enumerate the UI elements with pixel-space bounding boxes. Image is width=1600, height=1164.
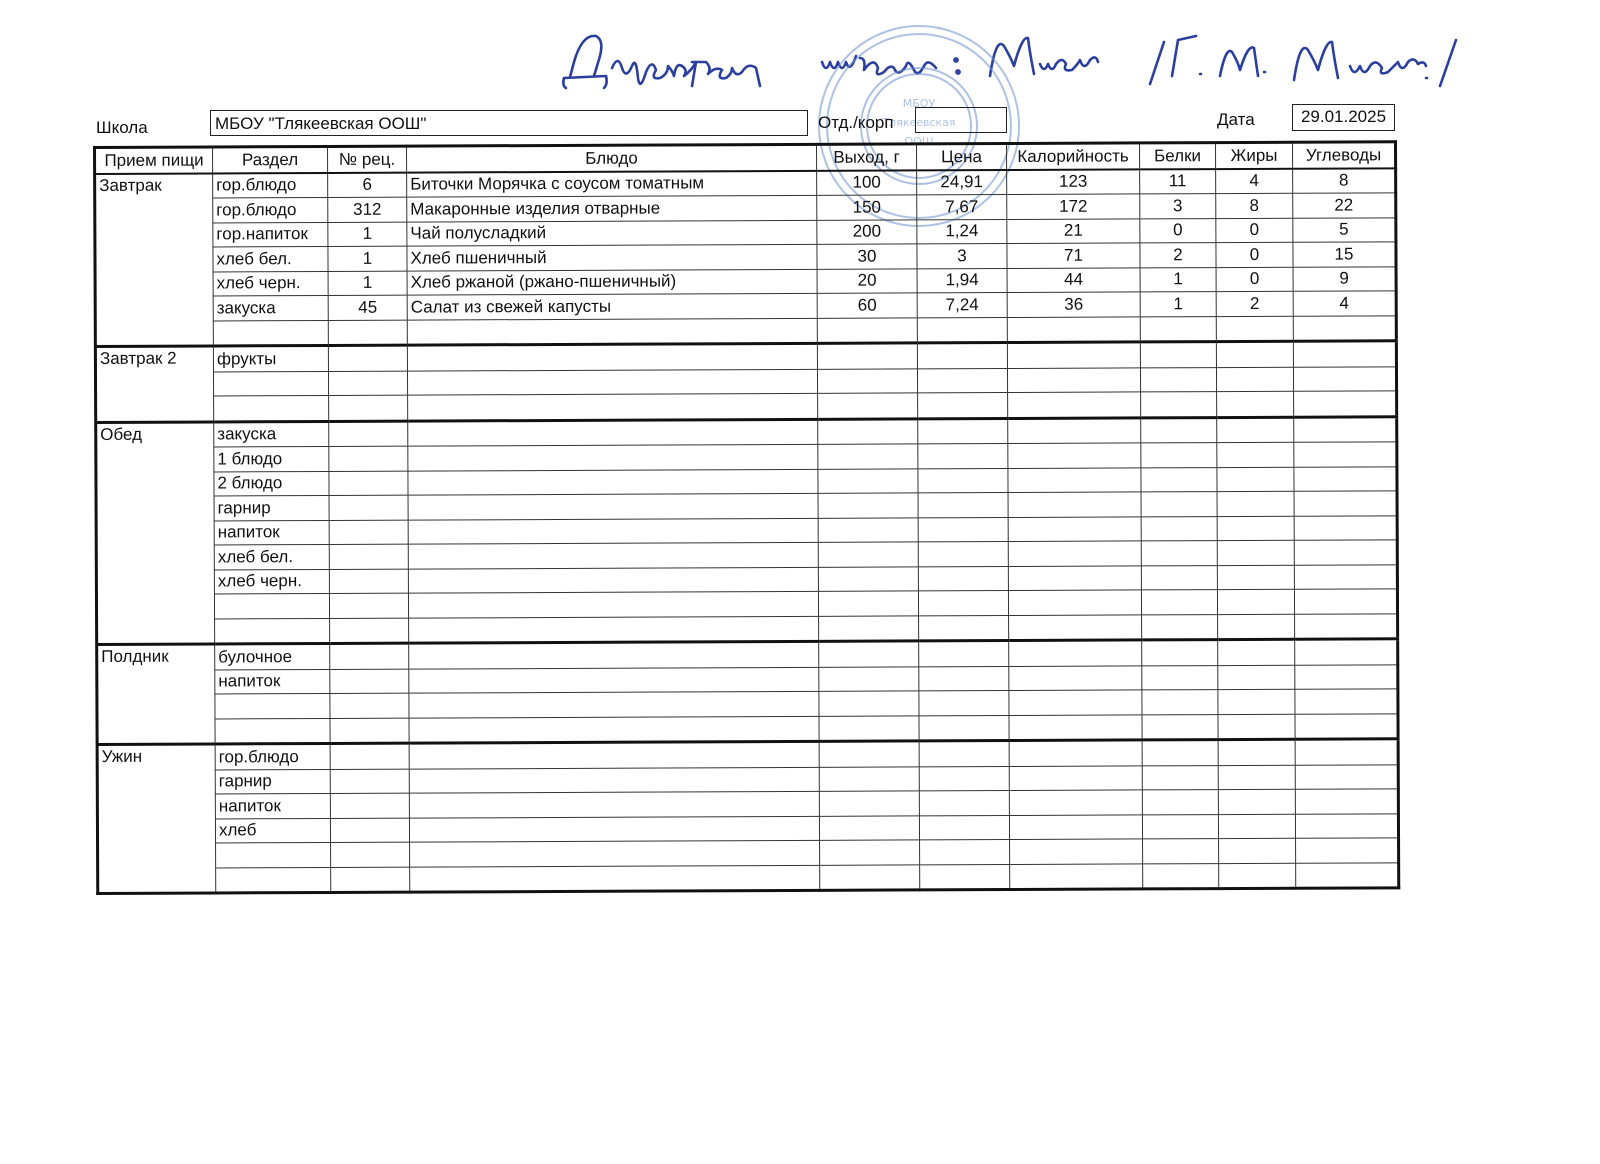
table-cell: 100 (817, 170, 917, 195)
table-cell (818, 517, 918, 542)
table-cell (819, 766, 919, 791)
table-cell (329, 471, 408, 496)
table-cell: 312 (328, 197, 407, 222)
table-cell: 1 (1140, 292, 1216, 317)
table-cell: 22 (1293, 193, 1396, 218)
table-cell (920, 864, 1010, 890)
table-cell (408, 393, 818, 420)
table-cell: 71 (1007, 243, 1140, 268)
table-cell (330, 793, 409, 818)
table-cell (329, 495, 408, 520)
table-cell (1140, 367, 1216, 392)
table-cell (1142, 765, 1218, 790)
table-cell (919, 766, 1009, 791)
table-cell (1294, 466, 1397, 491)
table-cell (919, 641, 1009, 667)
table-cell (407, 318, 817, 345)
table-cell (819, 791, 919, 816)
table-cell (330, 769, 409, 794)
table-cell (820, 840, 920, 865)
table-cell (818, 542, 918, 567)
svg-text:Тлякеевская: Тлякеевская (882, 116, 956, 129)
table-cell: 15 (1293, 242, 1396, 267)
table-cell (1217, 516, 1294, 541)
table-cell (1294, 442, 1397, 467)
table-cell (818, 418, 918, 444)
table-cell: закуска (213, 295, 328, 320)
column-header: Белки (1139, 143, 1215, 169)
table-cell: хлеб черн. (213, 271, 328, 296)
table-cell: 0 (1216, 267, 1293, 292)
table-cell (1142, 814, 1218, 839)
table-cell (1217, 467, 1294, 492)
table-cell: гор.блюдо (213, 172, 328, 198)
table-cell (407, 369, 817, 395)
table-cell (1219, 863, 1296, 889)
table-cell: 2 блюдо (214, 471, 329, 496)
table-cell (1218, 789, 1295, 814)
table-cell (820, 864, 920, 890)
table-cell: напиток (215, 669, 330, 694)
table-cell (918, 393, 1008, 419)
table-cell: 200 (817, 219, 917, 244)
table-cell (1294, 491, 1397, 516)
table-cell (1218, 689, 1295, 714)
table-cell (408, 419, 818, 446)
table-cell (330, 618, 409, 644)
table-cell: 3 (1140, 194, 1216, 219)
table-cell (408, 591, 818, 617)
table-cell (1009, 614, 1142, 640)
table-cell: 0 (1140, 218, 1216, 243)
table-cell (1217, 565, 1294, 590)
table-cell (1008, 565, 1141, 590)
table-cell (1008, 492, 1141, 517)
table-cell (1218, 765, 1295, 790)
meal-name: Полдник (97, 644, 215, 745)
table-cell: гор.блюдо (213, 197, 328, 222)
table-cell (1293, 341, 1396, 367)
table-cell (330, 718, 409, 744)
table-cell (818, 493, 918, 518)
table-cell (1216, 341, 1293, 367)
table-cell (1296, 838, 1399, 863)
table-cell (1140, 316, 1216, 342)
table-cell: 123 (1007, 169, 1140, 195)
table-cell (819, 666, 919, 691)
director-signature (560, 22, 1490, 92)
table-cell: гор.напиток (213, 222, 328, 247)
table-cell (1295, 639, 1398, 665)
table-cell (330, 743, 409, 769)
table-cell (819, 741, 919, 767)
table-cell (1007, 342, 1140, 368)
table-cell (1217, 417, 1294, 443)
column-header: Жиры (1215, 142, 1292, 168)
table-cell (1141, 392, 1217, 418)
table-cell (819, 615, 919, 641)
meal-name: Обед (96, 421, 215, 644)
table-cell: напиток (215, 793, 330, 818)
table-cell (1219, 838, 1296, 863)
table-cell: 11 (1140, 169, 1216, 194)
table-cell: 1 блюдо (214, 446, 329, 471)
table-cell (1216, 316, 1293, 342)
table-cell: Биточки Морячка с соусом томатным (407, 170, 817, 197)
table-cell (917, 343, 1007, 369)
table-cell (918, 591, 1008, 616)
table-cell (1294, 564, 1397, 589)
table-cell (1294, 589, 1397, 614)
table-cell (818, 393, 918, 419)
table-cell (1141, 443, 1217, 468)
table-cell (1142, 790, 1218, 815)
table-cell (1009, 814, 1142, 839)
table-cell (1142, 640, 1218, 666)
table-cell (1294, 540, 1397, 565)
table-cell: гор.блюдо (215, 743, 330, 769)
table-cell (329, 544, 408, 569)
table-cell (1141, 565, 1217, 590)
table-cell: хлеб бел. (213, 246, 328, 271)
table-cell (329, 593, 408, 618)
date-label: Дата (1217, 110, 1255, 129)
table-cell (818, 468, 918, 493)
table-cell (1142, 614, 1218, 640)
table-cell (1293, 315, 1396, 341)
table-cell: 0 (1216, 218, 1293, 243)
meal-name: Завтрак 2 (95, 346, 213, 422)
table-cell: 7,67 (917, 195, 1007, 220)
meal-name: Ужин (97, 744, 216, 894)
table-cell (918, 566, 1008, 591)
table-cell (819, 815, 919, 840)
table-cell: 4 (1293, 291, 1396, 316)
column-header: Блюдо (407, 144, 817, 172)
table-cell (919, 666, 1009, 691)
table-cell (1141, 467, 1217, 492)
table-cell (919, 615, 1009, 641)
table-cell (1008, 392, 1141, 418)
table-cell (918, 468, 1008, 493)
table-cell: 2 (1140, 243, 1216, 268)
table-cell (1218, 639, 1295, 665)
table-cell: 150 (817, 195, 917, 220)
table-cell (213, 371, 328, 396)
table-cell (1295, 664, 1398, 689)
table-cell (408, 444, 818, 470)
table-cell (818, 566, 918, 591)
table-cell (408, 518, 818, 544)
table-cell (1218, 614, 1295, 640)
table-cell (215, 693, 330, 718)
table-cell (1143, 839, 1219, 864)
table-cell (330, 669, 409, 694)
table-cell: гарнир (215, 769, 330, 794)
column-header: Цена (916, 144, 1006, 170)
table-cell (214, 593, 329, 618)
column-header: Калорийность (1006, 143, 1139, 170)
table-cell (1143, 863, 1219, 889)
table-cell (408, 493, 818, 519)
table-cell (215, 718, 330, 744)
table-cell (1140, 342, 1216, 368)
table-cell (329, 421, 408, 447)
table-cell (213, 320, 328, 346)
table-cell (920, 840, 1010, 865)
table-cell (216, 842, 331, 867)
table-cell: 24,91 (917, 170, 1007, 195)
table-cell (410, 840, 820, 866)
table-cell (1008, 467, 1141, 492)
table-cell (919, 715, 1009, 741)
table-cell (407, 343, 817, 370)
table-cell (1218, 714, 1295, 740)
table-cell (1142, 740, 1218, 766)
table-cell (818, 444, 918, 469)
menu-table (93, 140, 1400, 895)
table-cell (1218, 814, 1295, 839)
table-cell (819, 715, 919, 741)
table-cell: 9 (1293, 266, 1396, 291)
table-cell (1142, 714, 1218, 740)
table-cell (1295, 813, 1398, 838)
table-cell (408, 542, 818, 568)
table-cell (1295, 789, 1398, 814)
table-cell (1217, 589, 1294, 614)
table-cell (1141, 492, 1217, 517)
table-cell (1007, 367, 1140, 392)
table-cell: Хлеб ржаной (ржано-пшеничный) (407, 269, 817, 295)
table-cell: 1,24 (917, 219, 1007, 244)
table-cell: 8 (1293, 168, 1396, 193)
table-cell (918, 418, 1008, 444)
table-cell (1009, 690, 1142, 715)
table-cell: 44 (1007, 267, 1140, 292)
table-cell (1295, 739, 1398, 765)
table-cell (1217, 391, 1294, 417)
dept-field (915, 107, 1007, 133)
table-cell (409, 791, 819, 817)
table-cell (409, 641, 819, 668)
school-label: Школа (96, 118, 148, 137)
table-cell (408, 469, 818, 495)
table-cell (1142, 665, 1218, 690)
table-cell (919, 691, 1009, 716)
meal-name: Завтрак (95, 173, 214, 347)
table-cell (329, 520, 408, 545)
column-header: Раздел (213, 146, 328, 173)
table-cell (408, 567, 818, 593)
table-row (98, 862, 1399, 893)
table-cell (819, 641, 919, 667)
table-cell (215, 618, 330, 644)
table-cell: 4 (1216, 168, 1293, 193)
table-cell (1010, 839, 1143, 864)
table-cell (918, 444, 1008, 469)
table-cell (329, 446, 408, 471)
table-cell: Салат из свежей капусты (407, 293, 817, 319)
table-cell (410, 865, 820, 892)
table-cell (1295, 764, 1398, 789)
table-cell: гарнир (214, 495, 329, 520)
table-cell (1009, 665, 1142, 690)
table-cell (329, 569, 408, 594)
table-cell (331, 867, 410, 893)
table-cell (1008, 541, 1141, 566)
table-cell: 7,24 (917, 293, 1007, 318)
table-cell (214, 395, 329, 421)
table-cell (1141, 541, 1217, 566)
table-cell: 45 (328, 295, 407, 320)
table-cell: 172 (1007, 194, 1140, 219)
table-cell (409, 616, 819, 643)
table-cell (1009, 714, 1142, 740)
table-cell (1008, 590, 1141, 615)
table-cell (817, 343, 917, 369)
table-cell (1141, 590, 1217, 615)
table-cell (918, 542, 1008, 567)
svg-text:МБОУ: МБОУ (902, 97, 936, 110)
table-cell: хлеб бел. (214, 544, 329, 569)
table-cell (1295, 713, 1398, 739)
table-cell (918, 517, 1008, 542)
menu-table-body (95, 168, 1399, 894)
table-cell (1141, 516, 1217, 541)
table-cell (818, 591, 918, 616)
table-cell: напиток (214, 520, 329, 545)
school-field: МБОУ "Тлякеевская ООШ" (210, 110, 808, 136)
table-cell (1009, 790, 1142, 815)
table-cell (1009, 640, 1142, 666)
table-cell (917, 368, 1007, 393)
table-cell (917, 317, 1007, 343)
table-cell: 1 (328, 246, 407, 271)
table-cell (1294, 416, 1397, 442)
table-cell (1141, 417, 1217, 443)
table-cell (1010, 863, 1143, 889)
table-cell (1295, 689, 1398, 714)
table-cell: 36 (1007, 292, 1140, 317)
table-cell (919, 741, 1009, 767)
table-cell: фрукты (213, 345, 328, 371)
table-cell: булочное (215, 643, 330, 669)
table-cell: 1 (328, 271, 407, 296)
table-cell (409, 667, 819, 693)
column-header: № рец. (328, 146, 407, 172)
column-header: Прием пищи (95, 147, 213, 174)
table-cell (216, 867, 331, 893)
table-cell: закуска (214, 421, 329, 447)
table-cell: 1 (328, 222, 407, 247)
table-cell: 8 (1216, 193, 1293, 218)
table-cell (1293, 366, 1396, 391)
table-cell (1295, 613, 1398, 639)
table-cell: 1,94 (917, 268, 1007, 293)
table-cell (1218, 739, 1295, 765)
table-cell (409, 767, 819, 793)
table-cell (330, 643, 409, 669)
table-cell (1217, 442, 1294, 467)
date-field: 29.01.2025 (1292, 104, 1395, 131)
table-cell (409, 741, 819, 768)
column-header: Выход, г (816, 144, 916, 170)
table-cell (328, 345, 407, 371)
table-cell: 60 (817, 293, 917, 318)
table-cell: Чай полусладкий (407, 220, 817, 246)
table-cell (1218, 665, 1295, 690)
table-cell (919, 815, 1009, 840)
table-cell: 1 (1140, 267, 1216, 292)
table-cell (817, 317, 917, 343)
table-cell (1294, 391, 1397, 417)
table-cell (1007, 316, 1140, 342)
table-cell: 2 (1216, 291, 1293, 316)
table-cell (409, 691, 819, 717)
table-cell (1009, 765, 1142, 790)
table-cell (328, 320, 407, 346)
table-cell (1008, 417, 1141, 443)
table-cell (1008, 516, 1141, 541)
table-cell: Макаронные изделия отварные (407, 195, 817, 221)
table-cell: 3 (917, 244, 1007, 269)
table-cell (409, 716, 819, 743)
table-cell: 21 (1007, 218, 1140, 243)
table-cell (329, 395, 408, 421)
table-cell (1294, 515, 1397, 540)
column-header: Углеводы (1292, 142, 1395, 168)
table-cell: хлеб (215, 818, 330, 843)
table-cell (819, 691, 919, 716)
table-cell (1009, 740, 1142, 766)
table-cell: Хлеб пшеничный (407, 244, 817, 270)
table-cell (918, 493, 1008, 518)
dept-label: Отд./корп (818, 113, 894, 132)
table-cell: 5 (1293, 217, 1396, 242)
table-cell (330, 693, 409, 718)
table-cell: 30 (817, 244, 917, 269)
table-cell (817, 368, 917, 393)
table-cell (919, 791, 1009, 816)
table-cell (1216, 367, 1293, 392)
table-cell (409, 816, 819, 842)
table-cell (1142, 690, 1218, 715)
table-cell (1217, 491, 1294, 516)
table-cell (1296, 862, 1399, 888)
table-cell: 0 (1216, 242, 1293, 267)
table-cell (331, 842, 410, 867)
table-cell (1217, 540, 1294, 565)
table-cell: хлеб черн. (214, 569, 329, 594)
table-cell: 6 (328, 172, 407, 197)
table-cell (330, 818, 409, 843)
table-cell (328, 371, 407, 396)
table-cell (1008, 443, 1141, 468)
table-cell: 20 (817, 268, 917, 293)
svg-text:ООШ: ООШ (904, 135, 934, 148)
